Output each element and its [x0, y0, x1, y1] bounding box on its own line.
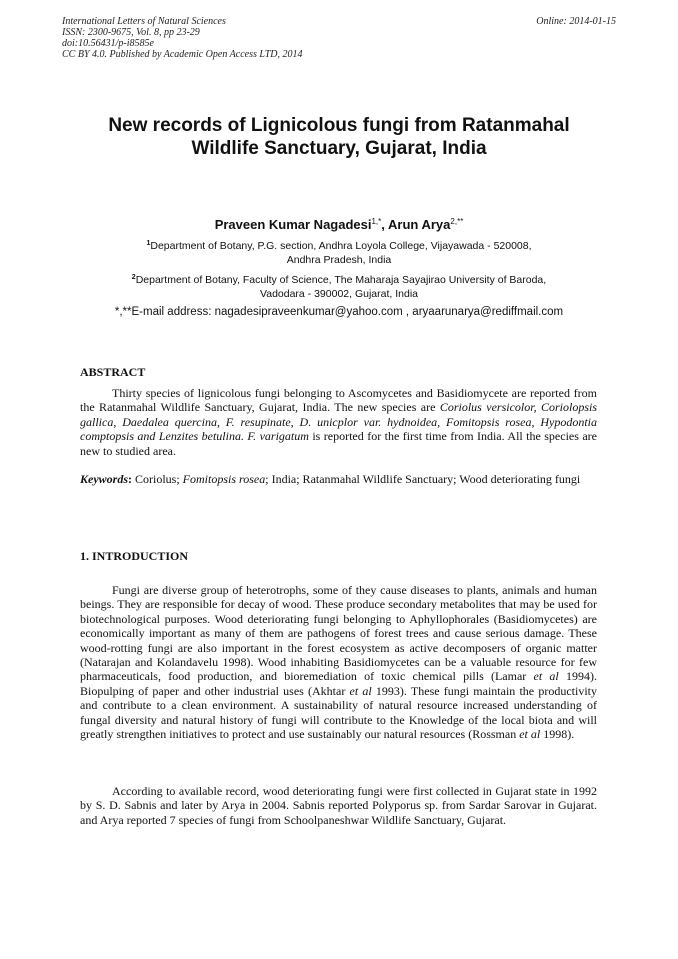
- affiliation-1: [70, 237, 608, 267]
- author-1: Praveen Kumar Nagadesi: [214, 217, 372, 232]
- journal-license: CC BY 4.0. Published by Academic Open Access LTD, 2014: [62, 49, 303, 60]
- author-separator: ,: [381, 217, 389, 232]
- affiliation-1-line-1: Department of Botany, P.G. section, Andhra Loyola College, Vijayawada - 520008,: [150, 240, 532, 252]
- paper-title: [60, 114, 618, 160]
- affiliation-2-sup: 2: [131, 274, 136, 281]
- affiliation-2-line-2: Vadodara - 390002, Gujarat, India: [260, 288, 418, 300]
- abstract-part-1: Thirty species of lignicolous fungi belonging to Ascomycetes and Basidiomycete are reported from the Ratanmahal Wildlife Sanctuary, Gujarat, India. The new species are: [80, 386, 597, 415]
- journal-header: [62, 16, 303, 60]
- introduction-paragraph-2: According to available record, wood deteriorating fungi were first collected in Gujarat state in 1992 by S. D. Sabnis and later by Arya in 2004. Sabnis reported Polyporus sp. from Sardar Sarovar in Gujarat. and Arya reported 7 species of fungi from Schoolpaneshwar Wildlife Sanctuary, Gujarat.: [80, 784, 597, 827]
- affiliation-2: [70, 271, 608, 301]
- abstract-text: [80, 386, 597, 458]
- author-list: [60, 214, 618, 233]
- abstract-part-2: is reported for the first time from India. All the species are new to studied area.: [80, 429, 597, 458]
- affiliation-1-sup: 1: [146, 240, 151, 247]
- abstract-heading: ABSTRACT: [80, 365, 146, 379]
- intro-p1-b: 1994). Biopulping of paper and other industrial uses (Akhtar: [80, 669, 597, 698]
- intro-p1-etal-2: et al: [349, 683, 372, 698]
- intro-p1-etal-3: et al: [519, 727, 541, 742]
- intro-p1-d: 1998).: [540, 727, 575, 742]
- keywords-part-2: ; India; Ratanmahal Wildlife Sanctuary; Wood deteriorating fungi: [265, 472, 581, 486]
- online-date: Online: 2014-01-15: [536, 16, 616, 27]
- author-2: Arun Arya: [388, 217, 451, 232]
- affiliation-1-line-2: Andhra Pradesh, India: [286, 254, 392, 266]
- keywords-colon: :: [128, 472, 132, 486]
- keywords: [80, 472, 597, 486]
- title-line-2: Wildlife Sanctuary, Gujarat, India: [191, 138, 487, 159]
- journal-issn: ISSN: 2300-9675, Vol. 8, pp 23-29: [62, 27, 200, 38]
- keywords-label: Keywords: [80, 472, 128, 486]
- intro-p1-a: Fungi are diverse group of heterotrophs, some of they cause diseases to plants, animals and human beings. They are responsible for decay of wood. These produce secondary metabolites that may be used for biotechnological purposes. Wood deteriorating fungi belonging to Aphyllophorales (Basidiomycetes) are economically important as many of them are pathogens of forest trees and cause serious damage. These wood-rotting fungi are also important in the forest ecosystem as active decomposers of organic matter (Natarajan and Kolandavelu 1998). Wood inhabiting Basidiomycetes can be a valuable resource for few pharmaceuticals, food production, and bioremediation of toxic chemical pills (Lamar: [80, 583, 597, 684]
- abstract-species-italic: Coriolus versicolor, Coriolopsis gallica, Daedalea quercina, F. resupinate, D. unicplor var. hydnoidea, Fomitopsis rosea, Hypodontia comptopsis and Lenzites betulina. F. varigatum: [80, 400, 597, 444]
- introduction-paragraph-1: [80, 583, 597, 741]
- keywords-italic: Fomitopsis rosea: [182, 472, 266, 486]
- intro-p1-c: 1993). These fungi maintain the productivity and contribute to a clean environment. A sustainability of natural resource increased understanding of fungal diversity and natural history of fungi will contribute to the Knowledge of the local biota and will greatly strengthen initiatives to protect and use sustainably our natural resources (Rossman: [80, 683, 597, 742]
- intro-p1-etal-1: et al: [533, 669, 559, 684]
- title-line-1: New records of Lignicolous fungi from Ratanmahal: [108, 115, 570, 136]
- keywords-part-1: Coriolus;: [132, 472, 183, 486]
- introduction-heading: 1. INTRODUCTION: [80, 549, 189, 563]
- journal-doi: doi:10.56431/p-i8585e: [62, 38, 154, 49]
- author-1-sup: 1,*: [371, 217, 382, 226]
- journal-name: International Letters of Natural Sciences: [62, 16, 226, 27]
- affiliation-2-line-1: Department of Botany, Faculty of Science, The Maharaja Sayajirao University of Baroda,: [135, 274, 547, 286]
- email-address: *,**E-mail address: nagadesipraveenkumar@yahoo.com , aryaarunarya@rediffmail.com: [114, 306, 564, 318]
- author-2-sup: 2,**: [450, 217, 464, 226]
